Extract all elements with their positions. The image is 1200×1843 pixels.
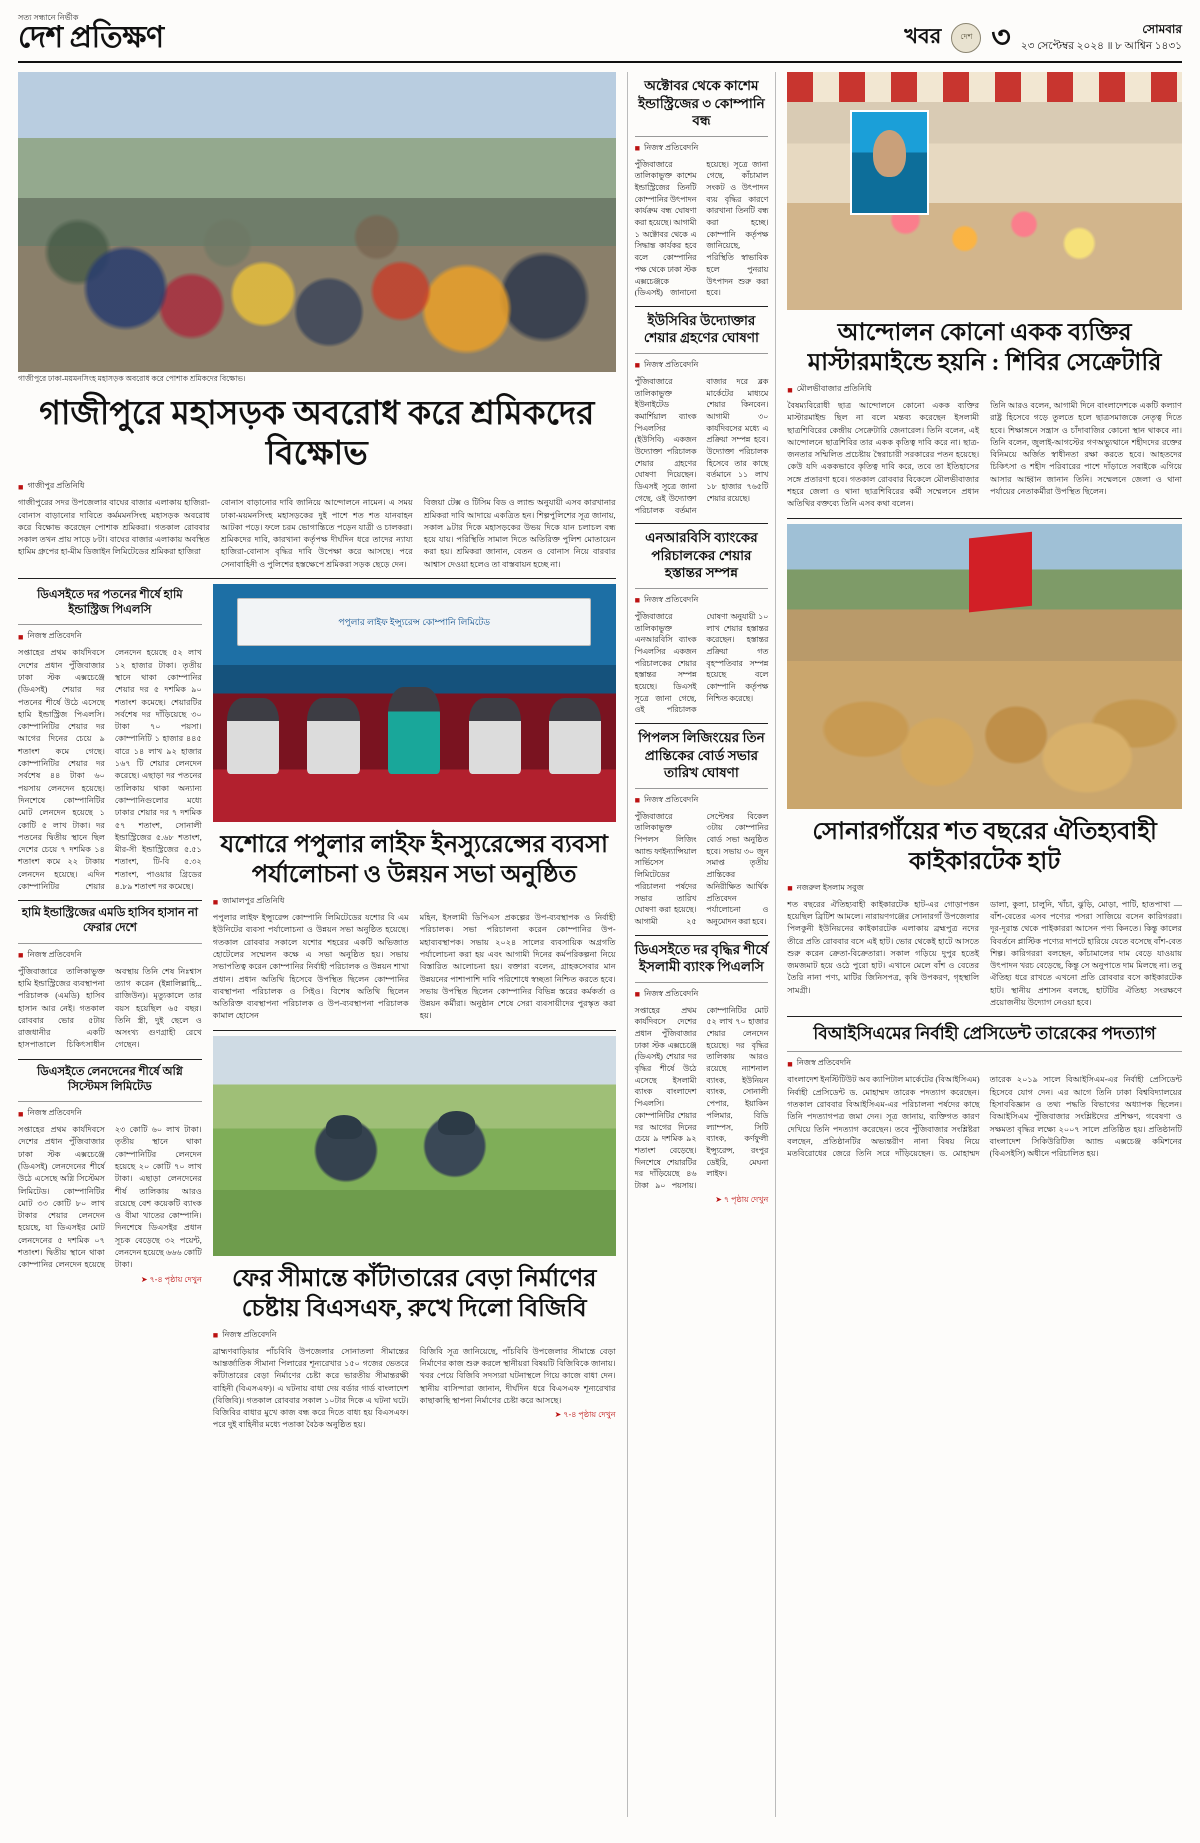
bullet-icon: ■ bbox=[787, 883, 793, 894]
masthead bbox=[18, 14, 1182, 63]
bicm-byline bbox=[787, 1057, 1182, 1070]
date-day: সোমবার bbox=[1142, 22, 1182, 37]
bullet-icon: ■ bbox=[18, 481, 24, 492]
bullet-icon: ■ bbox=[18, 631, 24, 642]
dse-islami-byline bbox=[635, 988, 769, 1001]
article-dse-top bbox=[18, 588, 202, 893]
popular-life-col-1: পপুলার লাইফ ইন্স্যুরেন্স কোম্পানি লিমিটেডের যশোর বি এম ইউনিটের ব্যবসা পর্যালোচনা ও উন্নয়ন সভা অনুষ্ঠিত হয়েছে। গতকাল রোববার সকালে যশোর শহরের একটি অভিজাত হোটেলের সম্মেলন কক্ষে এ সভা অনুষ্ঠিত হয়। সভায় সভাপতিত্ব করেন কোম্পানির নির্বাহী পরিচালক ও উন্নয়ন শাখা প্রধান। প্রধান অতিথি হিসেবে উপস্থিত ছিলেন কোম্পানির ব্যবস্থাপনা পরিচালক ও সিইও। বিশেষ অতিথি ছিলেন অতিরিক্ত ব্যবস্থাপনা পরিচালক ও উপ-ব্যবস্থাপনা পরিচালক কামাল হোসেন bbox=[212, 913, 409, 1021]
divider bbox=[18, 943, 202, 944]
dse-top-byline bbox=[18, 630, 202, 643]
shibir-byline bbox=[787, 383, 1182, 396]
pipal-byline bbox=[635, 794, 769, 807]
seal-icon: দেশ bbox=[951, 23, 981, 53]
logo-text: দেশ প্রতিক্ষণ bbox=[18, 21, 164, 54]
section-label: খবর bbox=[904, 24, 942, 48]
left-subcolumn bbox=[18, 584, 202, 1432]
figure-speaker bbox=[388, 687, 440, 775]
dse-lenden-text: সপ্তাহের প্রথম কার্যদিবসে দেশের প্রধান পুঁজিবাজার ঢাকা স্টক এক্সচেঞ্জে (ডিএসই) লেনদেনের শীর্ষে উঠে এসেছে অগ্নি সিস্টেমস লিমিটেড। কোম্পানিটির মোট ৩৩ কোটি ৮০ লাখ টাকার শেয়ার লেনদেন হয়েছে, যা ডিএসইর মোট লেনদেনের ৫ দশমিক ০৭ শতাংশ। দ্বিতীয় স্থানে থাকা কোম্পানির লেনদেন হয়েছে ২৩ কোটি ৬০ লাখ টাকা। তৃতীয় স্থানে থাকা কোম্পানিটির লেনদেন হয়েছে ২০ কোটি ৭০ লাখ টাকা। এছাড়া লেনদেনের শীর্ষ তালিকায় আরও রয়েছে বেশ কয়েকটি ব্যাংক ও বীমা খাতের কোম্পানি। দিনশেষে ডিএসইর প্রধান সূচক বেড়েছে ৩২ পয়েন্ট, লেনদেন হয়েছে ৬৬৬ কোটি টাকা। bbox=[18, 1125, 202, 1270]
dse-top-byline-text: নিজস্ব প্রতিবেদনি bbox=[27, 631, 82, 641]
lead-col-3: বিজয়া টেক্স ও টিসিম বিড ও ল্যান্ড অনুযায়ী এসব কারখানার শ্রমিকরা দাবি আদায়ে একত্রিত হন। শিল্পপুলিশের সূত্র জানায়, সকাল ৯টার দিকে মহাসড়কের উভয় দিকে যান চলাচল বন্ধ হয়ে যায়। পরিস্থিতি সামাল দিতে অতিরিক্ত পুলিশ মোতায়েন করা হয়। শ্রমিকরা জানান, বেতন ও বোনাস নিয়ে বারবার আশ্বাস দেওয়া হলেও তা বাস্তবায়ন হচ্ছে না। bbox=[423, 498, 616, 569]
divider bbox=[635, 982, 769, 983]
ucb-byline bbox=[635, 359, 769, 372]
sonargaon-byline bbox=[787, 882, 1182, 895]
hamim-md-headline: হামি ইন্ডাস্ট্রিজের এমডি হাসিব হাসান না ফেরার দেশে bbox=[21, 907, 198, 935]
divider bbox=[787, 518, 1182, 519]
bsf-headline: ফের সীমান্তে কাঁটাতারের বেড়া নির্মাণের চেষ্টায় বিএসএফ, রুখে দিলো বিজিবি bbox=[231, 1265, 597, 1322]
kashem-byline-text: নিজস্ব প্রতিবেদনি bbox=[644, 142, 699, 152]
divider bbox=[635, 306, 769, 307]
article-pipal bbox=[635, 729, 769, 928]
bsf-photo bbox=[213, 1036, 616, 1256]
page-number: ৩ bbox=[991, 20, 1011, 54]
bullet-icon: ■ bbox=[634, 989, 641, 1000]
dse-islami-continued: ➤ ৭ পৃষ্ঠায় দেখুন bbox=[715, 1194, 769, 1204]
bicm-byline-text: নিজস্ব প্রতিবেদনি bbox=[796, 1058, 851, 1068]
shibir-photo bbox=[787, 72, 1182, 310]
sonargaon-byline-text: নজরুল ইসলাম সবুজ bbox=[796, 882, 864, 892]
nrbc-headline: এনআরবিসি ব্যাংকের পরিচালকের শেয়ার হস্তান্তর সম্পন্ন bbox=[645, 530, 758, 581]
divider bbox=[18, 624, 202, 625]
pipal-headline: পিপলস লিজিংয়ের তিন প্রান্তিকের বোর্ড সভার তারিখ ঘোষণা bbox=[638, 730, 765, 781]
shibir-col-2: তিনি আরও বলেন, আগামী দিনে বাংলাদেশকে একটি কল্যাণ রাষ্ট্র হিসেবে গড়ে তুলতে হলে ছাত্রসমাজকে নেতৃত্ব দিতে হবে। শিক্ষাঙ্গনে সন্ত্রাস ও চাঁদাবাজির কোনো স্থান থাকবে না। তিনি বলেন, জুলাই-আগস্টের গণঅভ্যুত্থানে শহীদদের রক্তের বিনিময়ে অর্জিত স্বাধীনতা রক্ষা করতে হবে। আহতদের চিকিৎসা ও শহীদ পরিবারের পাশে দাঁড়াতে সবাইকে এগিয়ে আসার আহ্বান জানান তিনি। সম্মেলনে জেলা ও থানা পর্যায়ের নেতাকর্মীরা উপস্থিত ছিলেন। bbox=[990, 401, 1182, 497]
lead-headline: গাজীপুরে মহাসড়ক অবরোধ করে শ্রমিকদের বিক্ষোভ bbox=[39, 395, 595, 472]
dse-lenden-byline-text: নিজস্ব প্রতিবেদনি bbox=[27, 1108, 82, 1118]
bullet-icon: ■ bbox=[634, 143, 641, 154]
soldier-figure bbox=[438, 1111, 474, 1135]
lead-col-2: বোনাস বাড়ানোর দাবি জানিয়ে আন্দোলনে নামেন। এ সময় ঢাকা-ময়মনসিংহ মহাসড়কের দুই পাশে শত শত যানবাহন আটকা পড়ে। ফলে চরম ভোগান্তিতে পড়েন যাত্রী ও চালকরা। শ্রমিকদের দাবি, কারখানা কর্তৃপক্ষ দীর্ঘদিন ধরে তাদের ন্যায্য হাজিরা-বোনাস বৃদ্ধির দাবি উপেক্ষা করে আসছে। পরে সেনাবাহিনী ও পুলিশের হস্তক্ষেপে শ্রমিকরা সড়ক ছেড়ে দেন। bbox=[220, 498, 413, 569]
sonargaon-headline: সোনারগাঁয়ের শত বছরের ঐতিহ্যবাহী কাইকারটেক হাট bbox=[812, 818, 1157, 875]
divider bbox=[635, 523, 769, 524]
dse-islami-text: সপ্তাহের প্রথম কার্যদিবসে দেশের প্রধান পুঁজিবাজার ঢাকা স্টক এক্সচেঞ্জে (ডিএসই) শেয়ার দর বৃদ্ধির শীর্ষে উঠে এসেছে ইসলামী ব্যাংক বাংলাদেশ পিএলসি। কোম্পানিটির শেয়ার দর আগের দিনের চেয়ে ৯ দশমিক ৯২ শতাংশ বেড়েছে। দিনশেষে শেয়ারটির দর দাঁড়িয়েছে ৪৬ টাকা ৯০ পয়সায়। কোম্পানিটির মোট ৫২ লাখ ৭০ হাজার শেয়ার লেনদেন হয়েছে। দর বৃদ্ধির তালিকায় আরও রয়েছে ন্যাশনাল ব্যাংক, ইউনিয়ন ব্যাংক, সোনালী পেপার, ইয়াকিন পলিমার, বিডি ল্যাম্পস, সিটি ব্যাংক, কর্ণফুলী ইন্স্যুরেন্স, রংপুর ডেইরি, মেঘনা লাইফ। bbox=[634, 1005, 769, 1190]
bsf-col-2: বিজিবি সূত্র জানিয়েছে, পাঁচবিবি উপজেলার সীমান্তে বেড়া নির্মাণের কাজ শুরু করলে স্থানীয়রা বিষয়টি বিজিবিকে জানায়। খবর পেয়ে বিজিবি সদস্যরা ঘটনাস্থলে গিয়ে কাজে বাধা দেন। স্থানীয় বাসিন্দারা জানান, দীর্ঘদিন ধরে বিএসএফ শূন্যরেখার কাছাকাছি স্থাপনা নির্মাণের চেষ্টা করে আসছে। bbox=[419, 1346, 616, 1405]
masthead-date bbox=[1021, 21, 1182, 54]
masthead-right bbox=[904, 20, 1182, 55]
divider bbox=[18, 578, 616, 579]
dse-islami-byline-text: নিজস্ব প্রতিবেদনি bbox=[644, 988, 699, 998]
photo-banner-text: পপুলার লাইফ ইন্স্যুরেন্স কোম্পানি লিমিটেড bbox=[237, 598, 591, 646]
bullet-icon: ■ bbox=[18, 950, 24, 961]
divider bbox=[213, 1030, 616, 1031]
right-block bbox=[787, 72, 1182, 1817]
ucb-headline: ইউসিবির উদ্যোক্তার শেয়ার গ্রহণের ঘোষণা bbox=[643, 312, 759, 346]
bsf-col-2-wrap bbox=[420, 1346, 616, 1432]
dse-lenden-headline: ডিএসইতে লেনদেনের শীর্ষে অগ্নি সিস্টেমস লিমিটেড bbox=[37, 1065, 183, 1093]
shibir-byline-text: মৌলভীবাজার প্রতিনিধি bbox=[796, 384, 872, 393]
left-block bbox=[18, 72, 616, 1817]
lead-photo-caption: গাজীপুরে ঢাকা-ময়মনসিংহ মহাসড়ক অবরোধ করে পোশাক শ্রমিকদের বিক্ষোভ। bbox=[18, 374, 246, 383]
bullet-icon: ■ bbox=[634, 795, 641, 806]
dse-lenden-byline bbox=[18, 1107, 202, 1120]
figure bbox=[549, 698, 601, 774]
kashem-text: পুঁজিবাজারে তালিকাভুক্ত কাশেম ইন্ডাস্ট্রিজের তিনটি কোম্পানির উৎপাদন কার্যক্রম বন্ধ ঘোষণা করা হয়েছে। আগামী ১ অক্টোবর থেকে এ সিদ্ধান্ত কার্যকর হবে বলে কোম্পানির পক্ষ থেকে ঢাকা স্টক এক্সচেঞ্জকে (ডিএসই) জানানো হয়েছে। সূত্রে জানা গেছে, কাঁচামাল সংকট ও উৎপাদন ব্যয় বৃদ্ধির কারণে কারখানা তিনটি বন্ধ করা হচ্ছে। কোম্পানি কর্তৃপক্ষ জানিয়েছে, পরিস্থিতি স্বাভাবিক হলে পুনরায় উৎপাদন শুরু করা হবে। bbox=[634, 159, 769, 298]
portrait-banner bbox=[850, 110, 929, 215]
date-full: ২৩ সেপ্টেম্বর ২০২৪ ॥ ৮ আশ্বিন ১৪৩১ bbox=[1020, 40, 1182, 52]
divider bbox=[18, 1059, 202, 1060]
lead-byline-text: গাজীপুর প্রতিনিধি bbox=[27, 481, 85, 491]
pipal-byline-text: নিজস্ব প্রতিবেদনি bbox=[644, 794, 699, 804]
divider bbox=[635, 588, 769, 589]
bullet-icon: ■ bbox=[787, 1058, 793, 1069]
bsf-byline-text: নিজস্ব প্রতিবেদনি bbox=[222, 1329, 277, 1339]
narrow-column bbox=[627, 72, 777, 1817]
nrbc-byline-text: নিজস্ব প্রতিবেদনি bbox=[644, 594, 699, 604]
sonargaon-photo bbox=[787, 524, 1182, 809]
figure bbox=[469, 698, 521, 774]
red-flag bbox=[969, 532, 1032, 613]
article-dse-islami bbox=[635, 941, 769, 1207]
sonargaon-col-1: শত বছরের ঐতিহ্যবাহী কাইকারটেক হাট-এর গোড়াপত্তন হয়েছিল ব্রিটিশ আমলে। নারায়ণগঞ্জের সোনারগাঁ উপজেলার পিলকুনী ইউনিয়নের কাইকারটেক এলাকায় ব্রহ্মপুত্র নদের তীরে প্রতি রোববার বসে এই হাট। ভোর থেকেই হাটে আসতে শুরু করেন ক্রেতা-বিক্রেতারা। সকাল গড়িয়ে দুপুর হতেই জমজমাট হয়ে ওঠে পুরো হাট। এখানে মেলে বাঁশ ও বেতের তৈরি নানা পণ্য, মাটির জিনিসপত্র, কৃষি উপকরণ, গৃহস্থালি সামগ্রী। bbox=[787, 899, 980, 995]
divider bbox=[635, 136, 769, 137]
ucb-text: পুঁজিবাজারে তালিকাভুক্ত ইউনাইটেড কমার্শিয়াল ব্যাংক পিএলসির (ইউসিবি) একজন উদ্যোক্তা পরিচালক শেয়ার গ্রহণের ঘোষণা দিয়েছেন। ডিএসই সূত্রে জানা গেছে, ওই উদ্যোক্তা পরিচালক বর্তমান বাজার দরে ব্লক মার্কেটের মাধ্যমে শেয়ার কিনবেন। আগামী ৩০ কার্যদিবসের মধ্যে এ প্রক্রিয়া সম্পন্ন হবে। উদ্যোক্তা পরিচালক হিসেবে তার কাছে বর্তমানে ১১ লাখ ১৮ হাজার ৭৬৫টি শেয়ার রয়েছে। bbox=[634, 376, 769, 515]
hamim-md-text: পুঁজিবাজারে তালিকাভুক্ত হামি ইন্ডাস্ট্রিজের ব্যবস্থাপনা পরিচালক (এমডি) হাসিব হাসান আর নেই। গতকাল রোববার ভোর ৫টায় রাজধানীর একটি হাসপাতালে চিকিৎসাধীন অবস্থায় তিনি শেষ নিঃশ্বাস ত্যাগ করেন (ইন্নালিল্লাহি... রাজিউন)। মৃত্যুকালে তার বয়স হয়েছিল ৬৫ বছর। তিনি স্ত্রী, দুই ছেলে ও অসংখ্য গুণগ্রাহী রেখে গেছেন। bbox=[18, 966, 202, 1050]
ucb-byline-text: নিজস্ব প্রতিবেদনি bbox=[644, 359, 699, 369]
shibir-col-1: বৈষম্যবিরোধী ছাত্র আন্দোলনে কোনো একক ব্যক্তির মাস্টারমাইন্ড ছিল না বলে মন্তব্য করেছেন ইসলামী ছাত্রশিবিরের কেন্দ্রীয় সেক্রেটারি জেনারেল। তিনি বলেন, এই আন্দোলনে ছাত্রশিবির তার একক কৃতিত্ব দাবি করে না। ছাত্র-জনতার সম্মিলিত প্রচেষ্টায় স্বৈরাচারী সরকারের পতন হয়েছে। কেউ যদি এককভাবে কৃতিত্ব দাবি করে, তবে তা ইতিহাসের সঙ্গে প্রতারণা হবে। গতকাল রোববার বিকেলে মৌলভীবাজার শহরে জেলা ও থানা ছাত্রশিবিরের কর্মী সম্মেলনে প্রধান অতিথির বক্তব্যে তিনি এসব কথা বলেন। bbox=[787, 401, 980, 509]
article-dse-lenden bbox=[18, 1065, 202, 1287]
article-bsf-bgb bbox=[213, 1036, 616, 1432]
popular-life-photo bbox=[213, 584, 616, 822]
hamim-md-byline-text: নিজস্ব প্রতিবেদনি bbox=[27, 949, 82, 959]
kashem-headline: অক্টোবর থেকে কাশেম ইন্ডাস্ট্রিজের ৩ কোম্পানি বন্ধ bbox=[638, 78, 765, 129]
photo-figures bbox=[213, 679, 616, 774]
bullet-icon: ■ bbox=[212, 896, 219, 907]
bicm-headline: বিআইসিএমের নির্বাহী প্রেসিডেন্ট তারেকের পদত্যাগ bbox=[813, 1024, 1156, 1044]
bsf-continued: ➤ ৭-৪ পৃষ্ঠায় দেখুন bbox=[554, 1410, 616, 1420]
divider bbox=[635, 935, 769, 936]
shibir-headline: আন্দোলন কোনো একক ব্যক্তির মাস্টারমাইন্ডে হয়নি : শিবির সেক্রেটারি bbox=[807, 320, 1162, 376]
dse-lenden-continued: ➤ ৭-৪ পৃষ্ঠায় দেখুন bbox=[140, 1274, 202, 1284]
soldier-figure bbox=[326, 1115, 362, 1139]
logo-tagline: সত্য সন্ধানে নির্ভীক bbox=[18, 13, 79, 22]
divider bbox=[635, 723, 769, 724]
popular-life-col-2: মহিন, ইসলামী ডিপিএস প্রকল্পের উপ-ব্যবস্থাপক ও নির্বাহী পরিচালক। সভা পরিচালনা করেন কোম্পানির উপ-মহাব্যবস্থাপক। সভায় ২০২৪ সালের ব্যবসায়িক অগ্রগতি পর্যালোচনা করা হয় এবং আগামী দিনের কর্মপরিকল্পনা নিয়ে বিস্তারিত আলোচনা হয়। বক্তারা বলেন, গ্রাহকসেবার মান উন্নয়নের পাশাপাশি দাবি পরিশোধে স্বচ্ছতা নিশ্চিত করতে হবে। সভায় উপস্থিত ছিলেন কোম্পানির বিভিন্ন স্তরের কর্মকর্তা ও উন্নয়ন কর্মীরা। অনুষ্ঠান শেষে সেরা ব্যবসায়ীদের পুরস্কৃত করা হয়। bbox=[419, 913, 616, 1021]
lead-col-1: গাজীপুরের সদর উপজেলার বাঘের বাজার এলাকায় হাজিরা-বোনাস বাড়ানোর দাবিতে কর্মমমনসিংহ মহাসড়ক অবরোধ করে বিক্ষোভ করেছেন পোশাক শ্রমিকরা। গতকাল রোববার সকাল তখন প্রায় সাড়ে ৮টা। বাঘের বাজার এলাকায় অবস্থিত হামিম গ্রুপের হা-মীম ডিজাইন লিমিটেডের শ্রমিকরা হাজিরা bbox=[18, 498, 210, 557]
hamim-md-byline bbox=[18, 949, 202, 962]
page-grid bbox=[18, 72, 1182, 1817]
nrbc-text: পুঁজিবাজারে তালিকাভুক্ত এনআরবিসি ব্যাংক পিএলসির একজন পরিচালকের শেয়ার হস্তান্তর সম্পন্ন হয়েছে। ডিএসই সূত্রে জানা গেছে, ওই পরিচালক ঘোষণা অনুযায়ী ১০ লাখ শেয়ার হস্তান্তর করেছেন। হস্তান্তর প্রক্রিয়া গত বৃহস্পতিবার সম্পন্ন হয়েছে বলে কোম্পানি কর্তৃপক্ষ নিশ্চিত করেছে। bbox=[634, 611, 769, 715]
article-popular-life bbox=[213, 584, 616, 1023]
bsf-col-1: ব্রাহ্মণবাড়িয়ার পাঁচবিবি উপজেলার সোনাতলা সীমান্তের আন্তর্জাতিক সীমানা পিলারের শূন্যরেখার ১৫০ গজের ভেতরে কাঁটাতারের বেড়া নির্মাণের চেষ্টা করে ভারতীয় সীমান্তরক্ষী বাহিনী (বিএসএফ)। এ ঘটনায় বাধা দেয় বর্ডার গার্ড বাংলাদেশ (বিজিবি)। গতকাল রোববার সকাল ১০টার দিকে এ ঘটনা ঘটে। বিজিবির বাধার মুখে কাজ বন্ধ করে দিতে বাধ্য হয় বিএসএফ। পরে দুই বাহিনীর মধ্যে পতাকা বৈঠক অনুষ্ঠিত হয়। bbox=[212, 1346, 409, 1430]
article-hamim-md bbox=[18, 906, 202, 1051]
bullet-icon: ■ bbox=[634, 360, 641, 371]
figure bbox=[307, 698, 359, 774]
divider bbox=[18, 1101, 202, 1102]
figure bbox=[227, 698, 279, 774]
dse-top-headline: ডিএসইতে দর পতনের শীর্ষে হামি ইন্ডাস্ট্রিজ পিএলসি bbox=[37, 589, 183, 617]
dse-islami-headline: ডিএসইতে দর বৃদ্ধির শীর্ষে ইসলামী ব্যাংক পিএলসি bbox=[634, 941, 769, 975]
popular-life-byline bbox=[213, 895, 616, 908]
article-shibir bbox=[787, 72, 1182, 511]
lead-byline bbox=[18, 480, 616, 493]
dse-top-text: সপ্তাহের প্রথম কার্যদিবসে দেশের প্রধান পুঁজিবাজার ঢাকা স্টক এক্সচেঞ্জে (ডিএসই) শেয়ার দর পতনের শীর্ষে উঠে এসেছে হামি ইন্ডাস্ট্রিজ পিএলসি। কোম্পানিটির শেয়ার দর আগের দিনের চেয়ে ৯ শতাংশ কমে গেছে। কোম্পানিটির শেয়ার দর সর্বশেষ ৪৪ টাকা ৬০ পয়সায় লেনদেন হয়েছে। দিনশেষে কোম্পানিটির মোট লেনদেন হয়েছে ১ কোটি ৫ লাখ টাকা। দর পতনের দ্বিতীয় স্থানে ছিল দেশের চেয়ে ৭ দশমিক ১৪ শতাংশ কমে ২২ টাকায় লেনদেন হয়েছে। এদিন কোম্পানিটির শেয়ার লেনদেন হয়েছে ৫২ লাখ ১২ হাজার টাকা। তৃতীয় স্থানে থাকা কোম্পানির শেয়ার দর ৫ দশমিক ৯০ শতাংশ কমেছে। শেয়ারটির সর্বশেষ দর দাঁড়িয়েছে ৩০ টাকা ৭০ পয়সা। কোম্পানিটি ১ হাজার ৪৪৫ বারে ১৪ লাখ ৯২ হাজার ১৬৭ টি শেয়ার লেনদেন করেছে। এছাড়া দর পতনের তালিকায় থাকা অন্যান্য কোম্পানিগুলোর মধ্যে ঢাকার শেয়ার দর ৭ দশমিক ৫৭ শতাংশ, সোনালী ইন্ডাস্ট্রিজের ৫.৬৮ শতাংশ, মীর-সী ইন্ডাস্ট্রিজের ৫.৫১ শতাংশ, টি-বি ৫.৩২ শতাংশ, পাওয়ার গ্রিডের ৪.৮৯ শতাংশ দর কমেছে। bbox=[18, 648, 202, 892]
bicm-text: বাংলাদেশ ইনস্টিটিউট অব ক্যাপিটাল মার্কেটের (বিআইসিএম) নির্বাহী প্রেসিডেন্ট ড. মোহাম্মদ তারেক পদত্যাগ করেছেন। গতকাল রোববার বিআইসিএম-এর পরিচালনা পর্ষদের কাছে তিনি পদত্যাগপত্র জমা দেন। সূত্র জানায়, ব্যক্তিগত কারণ দেখিয়ে তিনি পদত্যাগ করেছেন। তবে পুঁজিবাজার সংশ্লিষ্টরা বলছেন, প্রতিষ্ঠানটির অভ্যন্তরীণ নানা বিষয় নিয়ে মতবিরোধের জেরে তিনি সরে দাঁড়িয়েছেন। ড. মোহাম্মদ তারেক ২০১৯ সালে বিআইসিএম-এর নির্বাহী প্রেসিডেন্ট হিসেবে যোগ দেন। এর আগে তিনি ঢাকা বিশ্ববিদ্যালয়ের হিসাববিজ্ঞান ও তথ্য পদ্ধতি বিভাগের অধ্যাপক ছিলেন। বিআইসিএম পুঁজিবাজার সংশ্লিষ্টদের প্রশিক্ষণ, গবেষণা ও সক্ষমতা বৃদ্ধির লক্ষ্যে ২০০৭ সালে প্রতিষ্ঠিত হয়। প্রতিষ্ঠানটি বাংলাদেশ সিকিউরিটিজ অ্যান্ড এক্সচেঞ্জ কমিশনের (বিএসইসি) অধীনে পরিচালিত হয়। bbox=[787, 1075, 1182, 1159]
bullet-icon: ■ bbox=[18, 1108, 24, 1119]
bsf-byline bbox=[213, 1329, 616, 1342]
article-lead bbox=[18, 72, 616, 571]
divider bbox=[787, 1051, 1182, 1052]
article-kashem bbox=[635, 77, 769, 299]
divider bbox=[18, 900, 202, 901]
lead-photo bbox=[18, 72, 616, 372]
nrbc-byline bbox=[635, 594, 769, 607]
kashem-byline bbox=[635, 142, 769, 155]
bullet-icon: ■ bbox=[634, 595, 641, 606]
divider bbox=[635, 788, 769, 789]
divider bbox=[635, 353, 769, 354]
newspaper-logo bbox=[18, 14, 164, 55]
right-subcolumn bbox=[213, 584, 616, 1432]
bullet-icon: ■ bbox=[787, 384, 793, 395]
article-ucb bbox=[635, 312, 769, 516]
pipal-text: পুঁজিবাজারে তালিকাভুক্ত পিপলস লিজিং অ্যান্ড ফাইন্যান্সিয়াল সার্ভিসেস লিমিটেডের পরিচালনা পর্ষদের সভার তারিখ ঘোষণা করা হয়েছে। আগামী ২৫ সেপ্টেম্বর বিকেল ৩টায় কোম্পানির বোর্ড সভা অনুষ্ঠিত হবে। সভায় ৩০ জুন সমাপ্ত তৃতীয় প্রান্তিকের অনিরীক্ষিত আর্থিক প্রতিবেদন পর্যালোচনা ও অনুমোদন করা হবে। bbox=[634, 811, 769, 926]
popular-life-headline: যশোরে পপুলার লাইফ ইনস্যুরেন্সের ব্যবসা পর্যালোচনা ও উন্নয়ন সভা অনুষ্ঠিত bbox=[220, 832, 609, 889]
bullet-icon: ■ bbox=[212, 1330, 219, 1341]
popular-life-byline-text: জামালপুর প্রতিনিধি bbox=[222, 896, 285, 906]
article-bicm bbox=[787, 1023, 1182, 1160]
sonargaon-col-2: ডালা, কুলা, চালুনি, খাঁচা, ঝুড়ি, মোড়া, পাটি, হাতপাখা — বাঁশ-বেতের এসব পণ্যের পসরা সাজিয়ে বসেন কারিগররা। দূর-দূরান্ত থেকে পাইকাররা আসেন পণ্য কিনতে। কিন্তু কালের বিবর্তনে প্লাস্টিক পণ্যের দাপটে হারিয়ে যেতে বসেছে বাঁশ-বেত শিল্প। কারিগররা বলছেন, কাঁচামালের দাম বেড়ে যাওয়ায় উৎপাদন খরচ বেড়েছে, কিন্তু সে অনুপাতে দাম মিলছে না। তবু ঐতিহ্য ধরে রাখতে এখনো প্রতি রোববার বসে কাইকারটেক হাট। স্থানীয় প্রশাসন বলছে, হাটটির ঐতিহ্য সংরক্ষণে প্রয়োজনীয় উদ্যোগ নেওয়া হবে। bbox=[990, 899, 1182, 1008]
article-sonargaon bbox=[787, 524, 1182, 1010]
divider bbox=[787, 1016, 1182, 1017]
article-nrbc bbox=[635, 529, 769, 716]
